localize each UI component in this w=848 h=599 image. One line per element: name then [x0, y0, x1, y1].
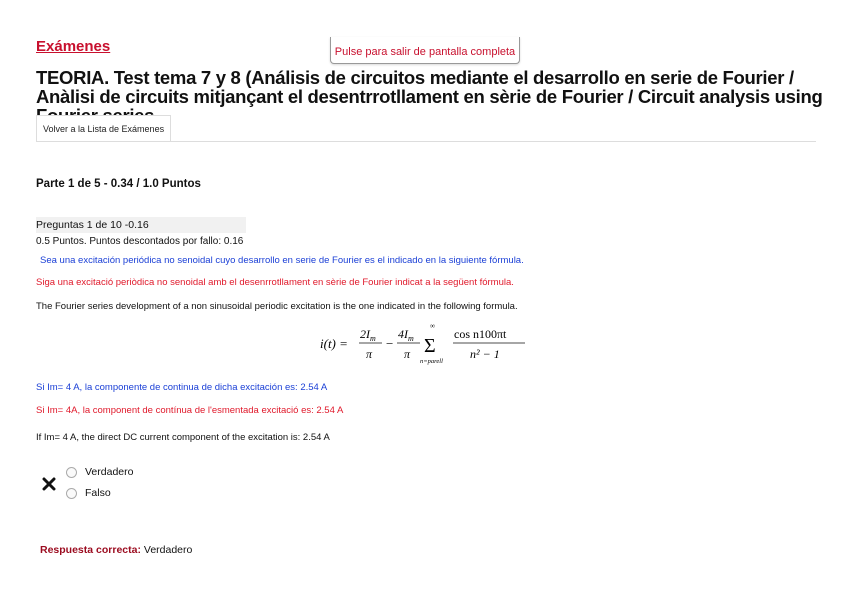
correct-answer-value: Verdadero — [143, 544, 193, 556]
part-header: Parte 1 de 5 - 0.34 / 1.0 Puntos — [36, 178, 201, 190]
radio-verdadero[interactable] — [66, 467, 77, 478]
formula-term1-den: π — [366, 347, 373, 361]
formula-lhs: i(t) = — [320, 336, 348, 351]
statement-english: The Fourier series development of a non sinusoidal periodic excitation is the one indicated in the following formula. — [36, 301, 518, 312]
tab-divider — [36, 141, 816, 142]
formula-term1-num: $2I_m$ — [360, 327, 376, 343]
formula-sum-bottom: n=parell — [420, 358, 443, 365]
exam-title: TEORIA. Test tema 7 y 8 (Análisis de circuitos mediante el desarrollo en serie de Fourier / Anàlisi de circuits mitjançant el desentrrotllament en sèrie de Fourier / Circuit analysis using — [36, 67, 823, 107]
option-falso[interactable] — [66, 486, 111, 500]
question-counter-label: Preguntas 1 de 10 — [36, 219, 122, 231]
formula-minus: − — [386, 336, 394, 351]
formula-term2-den: π — [404, 347, 411, 361]
question-score: -0.16 — [124, 219, 149, 231]
option-falso-label: Falso — [85, 487, 111, 499]
back-to-exam-list-button[interactable]: Volver a la Lista de Exámenes — [36, 115, 171, 142]
statement-spanish: Sea una excitación periódica no senoidal cuyo desarrollo en serie de Fourier es el indicado en la siguiente fórmula. — [40, 255, 524, 266]
statement-catalan: Siga una excitació periòdica no senoidal amb el desenrrotllament en sèrie de Fourier indicat a la següent fórmula. — [36, 277, 514, 288]
correct-answer-label: Respuesta correcta: — [40, 544, 141, 556]
formula-sigma: Σ — [424, 335, 436, 357]
option-verdadero-label: Verdadero — [85, 466, 134, 478]
fourier-formula — [320, 318, 540, 368]
answer-statement-english: If Im= 4 A, the direct DC current component of the excitation is: 2.54 A — [36, 432, 330, 443]
question-counter — [36, 217, 246, 233]
fourier-formula-svg — [320, 318, 540, 368]
exams-link[interactable]: Exámenes — [36, 38, 111, 55]
formula-sum-top: ∞ — [430, 322, 435, 330]
answer-statement-catalan: Si Im= 4A, la component de contínua de l'esmentada excitació es: 2.54 A — [36, 405, 344, 416]
formula-frac-num: cos n100πt — [454, 327, 507, 341]
radio-falso[interactable] — [66, 488, 77, 499]
exit-fullscreen-button[interactable]: Pulse para salir de pantalla completa — [330, 37, 520, 64]
formula-frac-den: n² − 1 — [470, 347, 500, 361]
correct-answer — [40, 544, 192, 556]
answer-statement-spanish: Si Im= 4 A, la componente de continua de dicha excitación es: 2.54 A — [36, 382, 328, 393]
option-verdadero[interactable] — [66, 465, 133, 479]
question-points: 0.5 Puntos. Puntos descontados por fallo: 0.16 — [36, 236, 244, 247]
close-x-icon — [42, 477, 56, 491]
formula-term2-num: $4I_m$ — [398, 327, 414, 343]
